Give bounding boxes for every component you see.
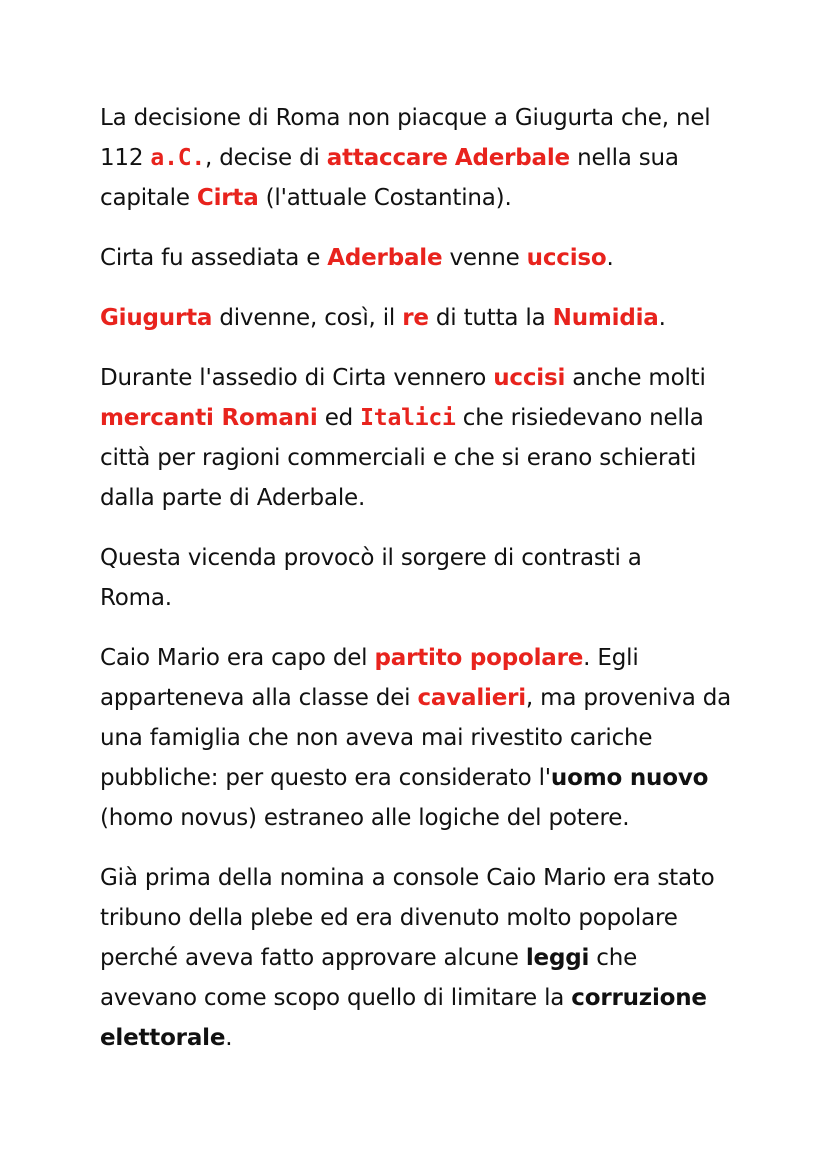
paragraph (100, 538, 740, 618)
text-run: Roma. (100, 585, 172, 611)
text-run: . (658, 305, 666, 331)
text-run: . (225, 1025, 233, 1051)
text-run: dalla parte di Aderbale. (100, 485, 366, 511)
highlighted-term: elettorale (100, 1025, 226, 1051)
text-run: (l'attuale Costantina). (258, 185, 512, 211)
text-run: , decise di (205, 145, 327, 171)
paragraph (100, 638, 740, 838)
text-run: città per ragioni commerciali e che si erano schierati (100, 445, 697, 471)
text-run: nella sua (569, 145, 679, 171)
paragraph (100, 358, 740, 518)
text-line (100, 578, 740, 618)
highlighted-term: Aderbale (454, 145, 570, 171)
text-run: capitale (100, 185, 197, 211)
highlighted-term: Numidia (552, 305, 659, 331)
text-line (100, 678, 740, 718)
text-line (100, 238, 740, 278)
highlighted-term: partito popolare (374, 645, 584, 671)
paragraph (100, 238, 740, 278)
text-run: che (589, 945, 638, 971)
text-run: divenne, così, il (212, 305, 403, 331)
highlighted-term: uomo nuovo (550, 765, 709, 791)
text-run: anche molti (565, 365, 706, 391)
text-line (100, 358, 740, 398)
text-run: una famiglia che non aveva mai rivestito cariche (100, 725, 653, 751)
text-run: . Egli (583, 645, 639, 671)
text-line (100, 178, 740, 218)
highlighted-term: attaccare (326, 145, 448, 171)
text-run: , ma proveniva da (525, 685, 732, 711)
text-run: Cirta fu assediata e (100, 245, 328, 271)
text-line (100, 798, 740, 838)
text-run: pubbliche: per questo era considerato l' (100, 765, 551, 791)
text-run: perché aveva fatto approvare alcune (100, 945, 526, 971)
text-line (100, 398, 740, 438)
text-run: 112 (100, 145, 151, 171)
highlighted-term: Aderbale (327, 245, 443, 271)
highlighted-term: leggi (525, 945, 590, 971)
paragraph (100, 858, 740, 1058)
text-run: Questa vicenda provocò il sorgere di contrasti a (100, 545, 642, 571)
highlighted-term: Cirta (196, 185, 259, 211)
text-run: La decisione di Roma non piacque a Giugurta che, nel (100, 105, 711, 131)
highlighted-term: corruzione (571, 985, 707, 1011)
highlighted-term: a.C. (150, 145, 206, 171)
text-run: Durante l'assedio di Cirta vennero (100, 365, 494, 391)
text-line (100, 938, 740, 978)
paragraph (100, 98, 740, 218)
text-line (100, 478, 740, 518)
text-line (100, 718, 740, 758)
highlighted-term: ucciso (526, 245, 607, 271)
highlighted-term: Giugurta (100, 305, 213, 331)
text-run: di tutta la (428, 305, 553, 331)
text-line (100, 858, 740, 898)
text-run: avevano come scopo quello di limitare la (100, 985, 572, 1011)
text-run: Già prima della nomina a console Caio Mario era stato (100, 865, 715, 891)
text-run (448, 145, 455, 171)
highlighted-term: cavalieri (417, 685, 526, 711)
text-run: ed (317, 405, 361, 431)
highlighted-term: mercanti Romani (100, 405, 318, 431)
text-run: tribuno della plebe ed era divenuto molto popolare (100, 905, 678, 931)
paragraph (100, 298, 740, 338)
text-run: (homo novus) estraneo alle logiche del potere. (100, 805, 630, 831)
text-line (100, 538, 740, 578)
text-run: . (606, 245, 614, 271)
text-line (100, 758, 740, 798)
document-body (100, 98, 740, 1078)
text-run: Caio Mario era capo del (100, 645, 375, 671)
text-run: apparteneva alla classe dei (100, 685, 418, 711)
text-line (100, 978, 740, 1018)
text-run: venne (442, 245, 527, 271)
text-line (100, 1018, 740, 1058)
text-line (100, 98, 740, 138)
text-line (100, 298, 740, 338)
highlighted-term: uccisi (493, 365, 566, 391)
text-run: che risiedevano nella (455, 405, 704, 431)
text-line (100, 898, 740, 938)
highlighted-term: re (402, 305, 429, 331)
text-line (100, 438, 740, 478)
highlighted-term: Italici (360, 405, 456, 431)
text-line (100, 638, 740, 678)
text-line (100, 138, 740, 178)
